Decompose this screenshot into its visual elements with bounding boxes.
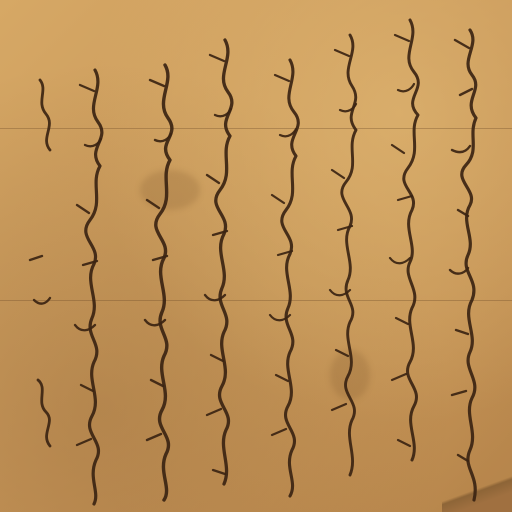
handwritten-line-7: [86, 70, 102, 504]
handwritten-line-1: [462, 30, 476, 500]
handwritten-line-3: [342, 35, 356, 475]
handwritten-line-5: [216, 40, 232, 484]
handwritten-line-2: [404, 20, 419, 460]
